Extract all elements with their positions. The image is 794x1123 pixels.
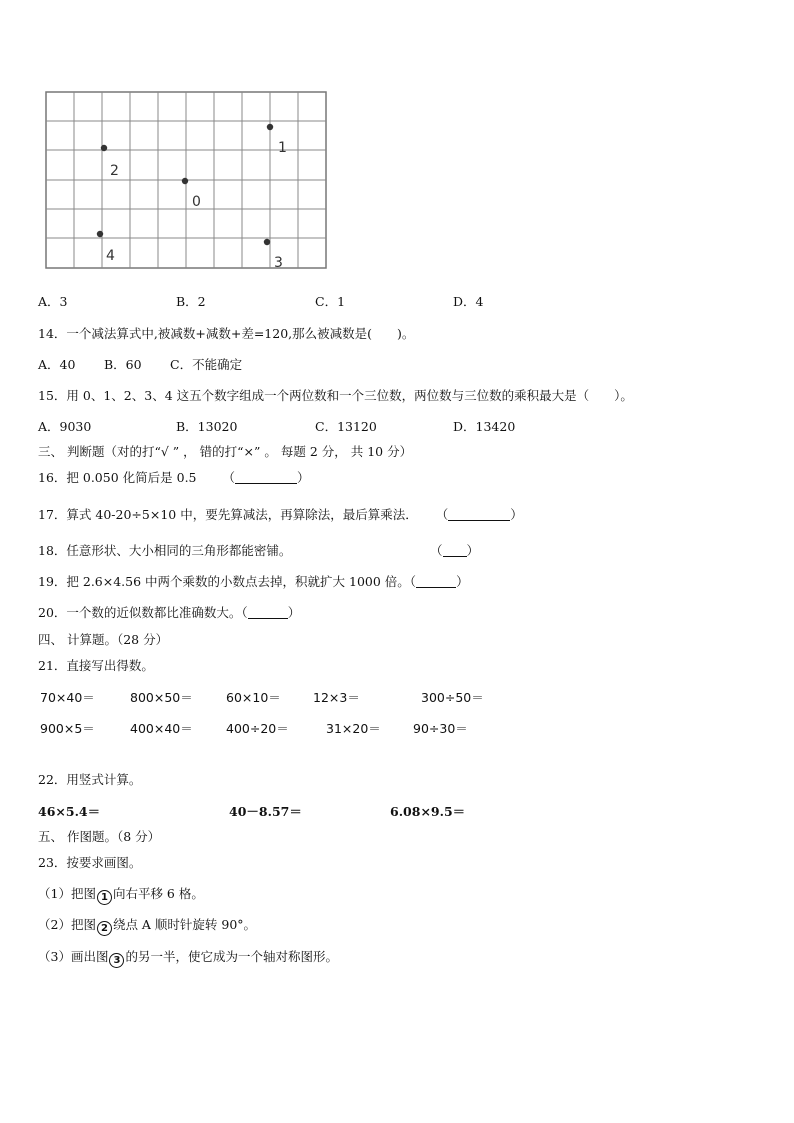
- point-1: [267, 124, 273, 130]
- q23-1-prefix: （1）把图: [38, 886, 96, 901]
- q18-text: 18．任意形状、大小相同的三角形都能密铺。: [38, 543, 292, 558]
- label-3: 3: [274, 255, 283, 270]
- q21-item: 300÷50＝: [421, 690, 484, 705]
- point-0: [182, 178, 188, 184]
- q21-item: 90÷30＝: [413, 721, 468, 736]
- q23-3-suffix: 的另一半，使它成为一个轴对称图形。: [125, 949, 338, 964]
- section-4-heading: 四、 计算题。（28 分）: [38, 632, 169, 647]
- q16-row: [38, 468, 310, 486]
- q17-answer-blank[interactable]: [448, 508, 510, 521]
- q18-answer: [430, 541, 479, 559]
- q21-item: 12×3＝: [313, 690, 360, 705]
- q19-answer-blank[interactable]: [416, 575, 456, 588]
- q23-text: 23．按要求画图。: [38, 855, 142, 870]
- q15-option-c[interactable]: C．13120: [315, 419, 377, 434]
- q19-paren-close: ）: [456, 574, 469, 589]
- q23-2-prefix: （2）把图: [38, 917, 96, 932]
- point-2: [101, 145, 107, 151]
- q16-paren-close: ）: [297, 470, 310, 485]
- q23-part-3: [38, 947, 338, 968]
- q23-2-suffix: 绕点 A 顺时针旋转 90°。: [112, 917, 257, 932]
- q15-option-b[interactable]: B．13020: [176, 419, 238, 434]
- q21-item: 60×10＝: [226, 690, 281, 705]
- q23-1-suffix: 向右平移 6 格。: [112, 886, 204, 901]
- q23-part-2: [38, 915, 256, 936]
- q17-paren-close: ）: [510, 507, 523, 522]
- q23-part-1: [38, 884, 204, 905]
- figure-number-3: 3: [109, 953, 124, 968]
- q17-paren-open: （: [435, 507, 449, 522]
- q21-item: 31×20＝: [326, 721, 381, 736]
- q21-item: 900×5＝: [40, 721, 95, 736]
- q16-paren-open: （: [222, 470, 235, 485]
- q15-option-d[interactable]: D．13420: [453, 419, 516, 434]
- q21-item: 70×40＝: [40, 690, 95, 705]
- q18-paren-open: （: [430, 543, 443, 558]
- q13-option-a[interactable]: A．3: [38, 294, 68, 309]
- label-4: 4: [106, 248, 115, 264]
- q21-item: 800×50＝: [130, 690, 193, 705]
- q19-paren-open: （: [409, 574, 417, 589]
- figure-number-1: 1: [97, 890, 112, 905]
- q21-item: 400÷20＝: [226, 721, 289, 736]
- q23-3-prefix: （3）画出图: [38, 949, 109, 964]
- grid-figure: [44, 90, 328, 270]
- label-1: 1: [278, 140, 287, 156]
- label-0: 0: [192, 194, 201, 210]
- q20-text: 20．一个数的近似数都比准确数大。: [38, 605, 242, 620]
- q18-row: [38, 541, 291, 559]
- q19-row: [38, 572, 469, 590]
- q16-answer-blank[interactable]: [235, 471, 297, 484]
- q15-text: 15．用 0、1、2、3、4 这五个数字组成一个两位数和一个三位数，两位数与三位数的乘积最大是（ ）。: [38, 388, 633, 403]
- grid-svg: [44, 90, 328, 270]
- q21-item: 400×40＝: [130, 721, 193, 736]
- section-3-heading: 三、 判断题（对的打“√ ” ， 错的打“×” 。 每题 2 分， 共 10 分）: [38, 444, 413, 459]
- q13-option-c[interactable]: C．1: [315, 294, 346, 309]
- point-4: [97, 231, 103, 237]
- q13-option-d[interactable]: D．4: [453, 294, 484, 309]
- q18-paren-close: ）: [466, 543, 480, 558]
- q22-item: 6.08×9.5＝: [390, 804, 466, 819]
- q20-paren-close: ）: [287, 605, 301, 620]
- figure-number-2: 2: [97, 921, 112, 936]
- q20-row: [38, 603, 300, 621]
- q21-text: 21．直接写出得数。: [38, 658, 154, 673]
- q20-answer-blank[interactable]: [248, 606, 288, 619]
- section-5-heading: 五、 作图题。（8 分）: [38, 829, 161, 844]
- q17-text: 17．算式 40-20÷5×10 中，要先算减法，再算除法，最后算乘法．: [38, 507, 418, 522]
- q14-option-a[interactable]: A．40: [38, 357, 76, 372]
- q22-item: 46×5.4＝: [38, 804, 101, 819]
- label-2: 2: [110, 163, 119, 179]
- q20-paren-open: （: [241, 605, 248, 620]
- q22-text: 22．用竖式计算。: [38, 772, 142, 787]
- q14-option-b[interactable]: B．60: [104, 357, 142, 372]
- q22-item: 40－8.57＝: [229, 804, 302, 819]
- q17-row: [38, 505, 523, 523]
- q14-option-c[interactable]: C．不能确定: [170, 357, 243, 372]
- q14-text: 14．一个减法算式中,被减数+减数+差=120,那么被减数是( )。: [38, 326, 415, 341]
- q13-option-b[interactable]: B．2: [176, 294, 206, 309]
- q18-answer-blank[interactable]: [443, 544, 467, 557]
- point-3: [264, 239, 270, 245]
- q15-option-a[interactable]: A．9030: [38, 419, 92, 434]
- q19-text: 19．把 2.6×4.56 中两个乘数的小数点去掉，积就扩大 1000 倍。: [38, 574, 410, 589]
- q16-text: 16．把 0.050 化简后是 0.5: [38, 470, 197, 485]
